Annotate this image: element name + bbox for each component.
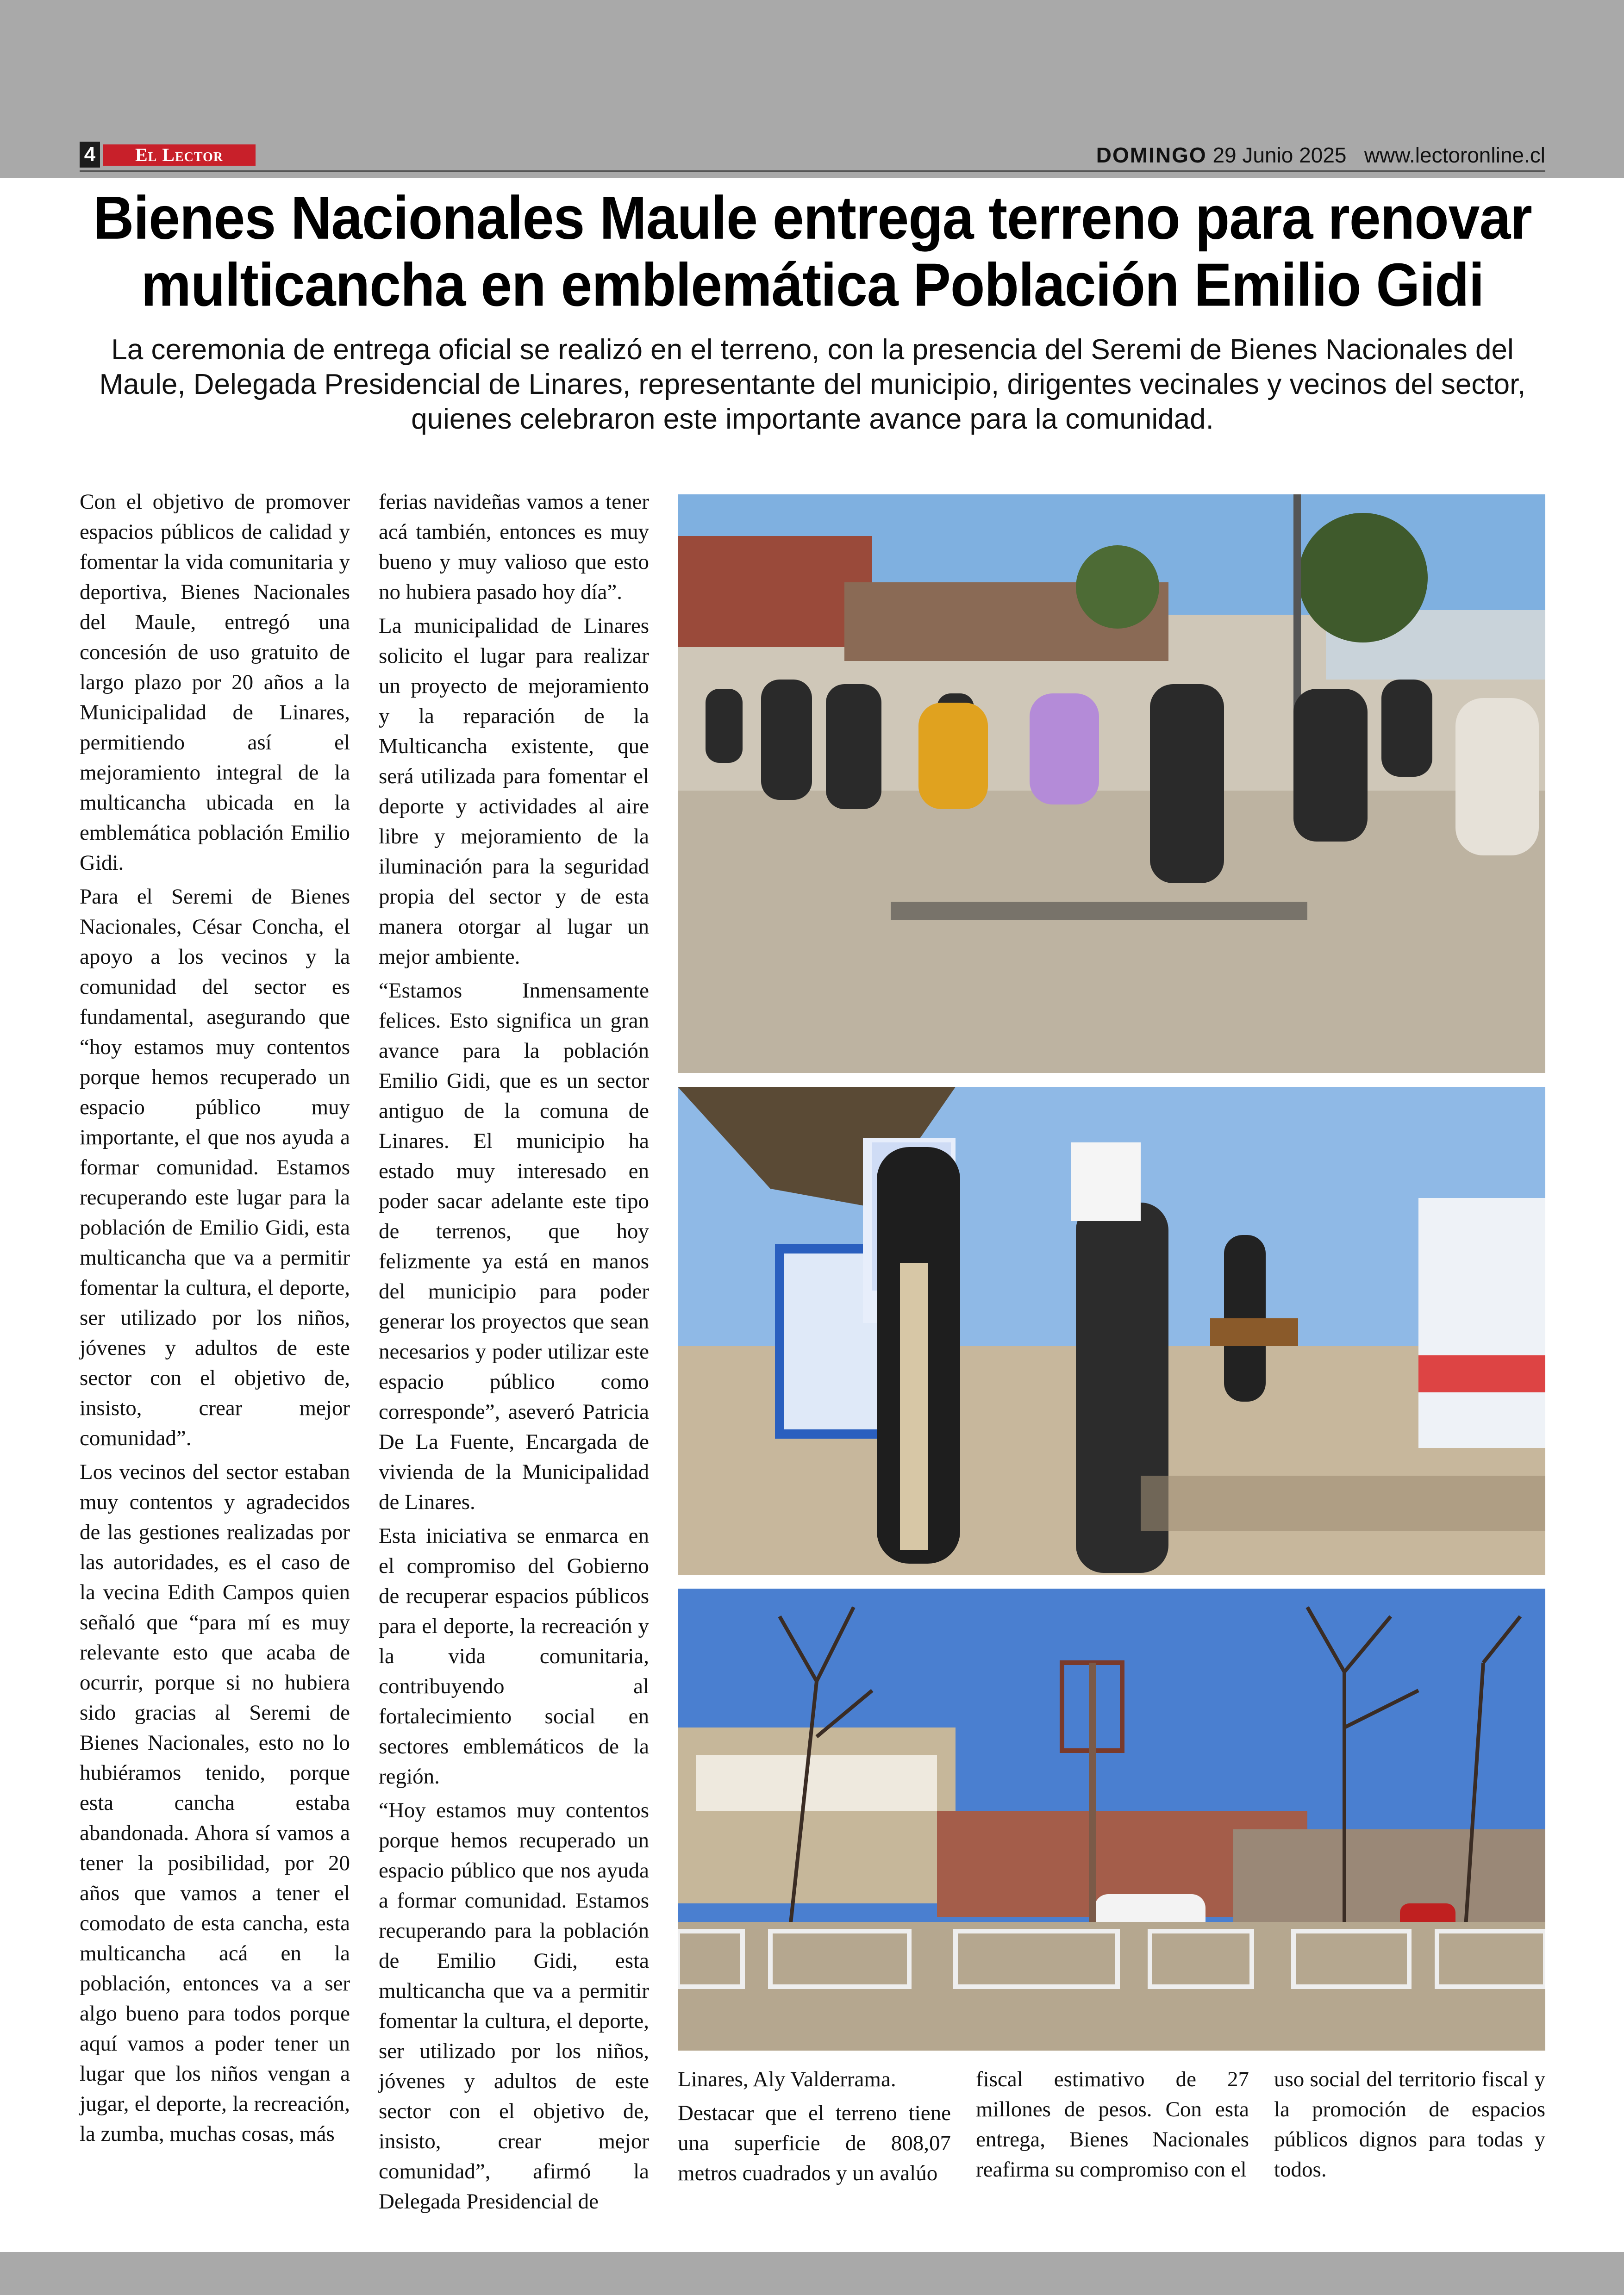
paragraph: ferias navideñas vamos a tener acá también, entonces es muy bueno y muy valioso que esto no hubiera pasado hoy día”. [379, 490, 649, 604]
page-number: 4 [80, 142, 100, 168]
photo-multicourt [678, 1589, 1545, 2051]
headline-line-2: multicancha en emblemática Población Emilio Gidi [141, 250, 1484, 319]
article-column-4 [976, 2064, 1249, 2189]
paragraph: Destacar que el terreno tiene una superficie de 808,07 metros cuadrados y un avalúo [678, 2101, 951, 2185]
weekday: DOMINGO [1096, 143, 1207, 167]
dateline [1096, 143, 1545, 168]
website-link[interactable]: www.lectoronline.cl [1364, 143, 1545, 167]
paragraph: La municipalidad de Linares solicito el lugar para realizar un proyecto de mejoramiento y la reparación de la Multicancha existente, que será utilizada para fomentar el deporte y actividades al aire libre y mejoramiento de la iluminación para la seguridad propia del sector y de esta manera otorgar al lugar un mejor ambiente. [379, 614, 649, 969]
article-column-3 [678, 2064, 951, 2192]
paragraph: Linares, Aly Valderrama. [678, 2067, 896, 2091]
paragraph: Con el objetivo de promover espacios públicos de calidad y fomentar la vida comunitaria y deportiva, Bienes Nacionales del Maule, entregó una concesión de uso gratuito de largo plazo por 20 años a la Municipalidad de Linares, permitiendo así el mejoramiento integral de la multicancha ubicada en la emblemática población Emilio Gidi. [80, 490, 350, 875]
newspaper-logo: El Lector [103, 144, 256, 166]
article-column-5 [1274, 2064, 1545, 2189]
paragraph: “Hoy estamos muy contentos porque hemos recuperado un espacio público que nos ayuda a formar comunidad. Estamos recuperando para la población de Emilio Gidi, esta multicancha que va a permitir fomentar la cultura, el deporte, ser utilizado por los niños, jóvenes y adultos de este sector con el objetivo de, insisto, crear mejor comunidad”, afirmó la Delegada Presidencial de [379, 1798, 649, 2214]
article-column-2 [379, 487, 649, 2220]
paragraph: Los vecinos del sector estaban muy contentos y agradecidos de las gestiones realizadas por las autoridades, es el caso de la vecina Edith Campos quien señaló que “para mí es muy relevante esto que acaba de ocurrir, porque si no hubiera sido gracias al Seremi de Bienes Nacionales, esto no lo hubiéramos tenido, porque esta cancha estaba abandonada. Ahora sí vamos a tener la posibilidad, por 20 años que vamos a tener el comodato de esta cancha, esta multicancha acá en la población, entonces va a ser algo bueno para todos porque aquí vamos a poder tener un lugar que los niños vengan a jugar, el deporte, la recreación, la zumba, muchas cosas, más [80, 1460, 350, 2146]
article-headline [80, 184, 1545, 318]
date: 29 Junio 2025 [1212, 143, 1347, 167]
paragraph: Para el Seremi de Bienes Nacionales, César Concha, el apoyo a los vecinos y la comunidad del sector es fundamental, asegurando que “hoy estamos muy contentos porque hemos recuperado un espacio público muy importante, el que nos ayuda a formar comunidad. Estamos recuperando este lugar para la población de Emilio Gidi, esta multicancha que va a permitir fomentar la cultura, el deporte, ser utilizado por los niños, jóvenes y adultos de este sector con el objetivo de, insisto, crear mejor comunidad”. [80, 885, 350, 1450]
photo-audience [678, 494, 1545, 1073]
headline-line-1: Bienes Nacionales Maule entrega terreno para renovar [93, 183, 1532, 252]
page-header [80, 142, 1545, 170]
paragraph: fiscal estimativo de 27 millones de pesos. Con esta entrega, Bienes Nacionales reafirma su compromiso con el [976, 2067, 1249, 2182]
header-rule [80, 170, 1545, 172]
paragraph: Esta iniciativa se enmarca en el compromiso del Gobierno de recuperar espacios públicos para el deporte, la recreación y la vida comunitaria, contribuyendo al fortalecimiento social en sectores emblemáticos de la región. [379, 1524, 649, 1789]
article-subhead: La ceremonia de entrega oficial se realizó en el terreno, con la presencia del Seremi de Bienes Nacionales del Maule, Delegada Presidencial de Linares, representante del municipio, dirigentes vecinales y vecinos del sector, quienes celebraron este importante avance para la comunidad. [99, 334, 1526, 435]
paragraph: uso social del territorio fiscal y la promoción de espacios públicos dignos para todas y todos. [1274, 2067, 1545, 2182]
article-column-1 [80, 487, 350, 2153]
photo-handover [678, 1087, 1545, 1575]
paragraph: “Estamos Inmensamente felices. Esto significa un gran avance para la población Emilio Gidi, que es un sector antiguo de la comuna de Linares. El municipio ha estado muy interesado en poder sacar adelante este tipo de terrenos, que hoy felizmente ya está en manos del municipio para poder generar los proyectos que sean necesarios y poder utilizar este espacio público como corresponde”, aseveró Patricia De La Fuente, Encargada de vivienda de la Municipalidad de Linares. [379, 979, 649, 1514]
